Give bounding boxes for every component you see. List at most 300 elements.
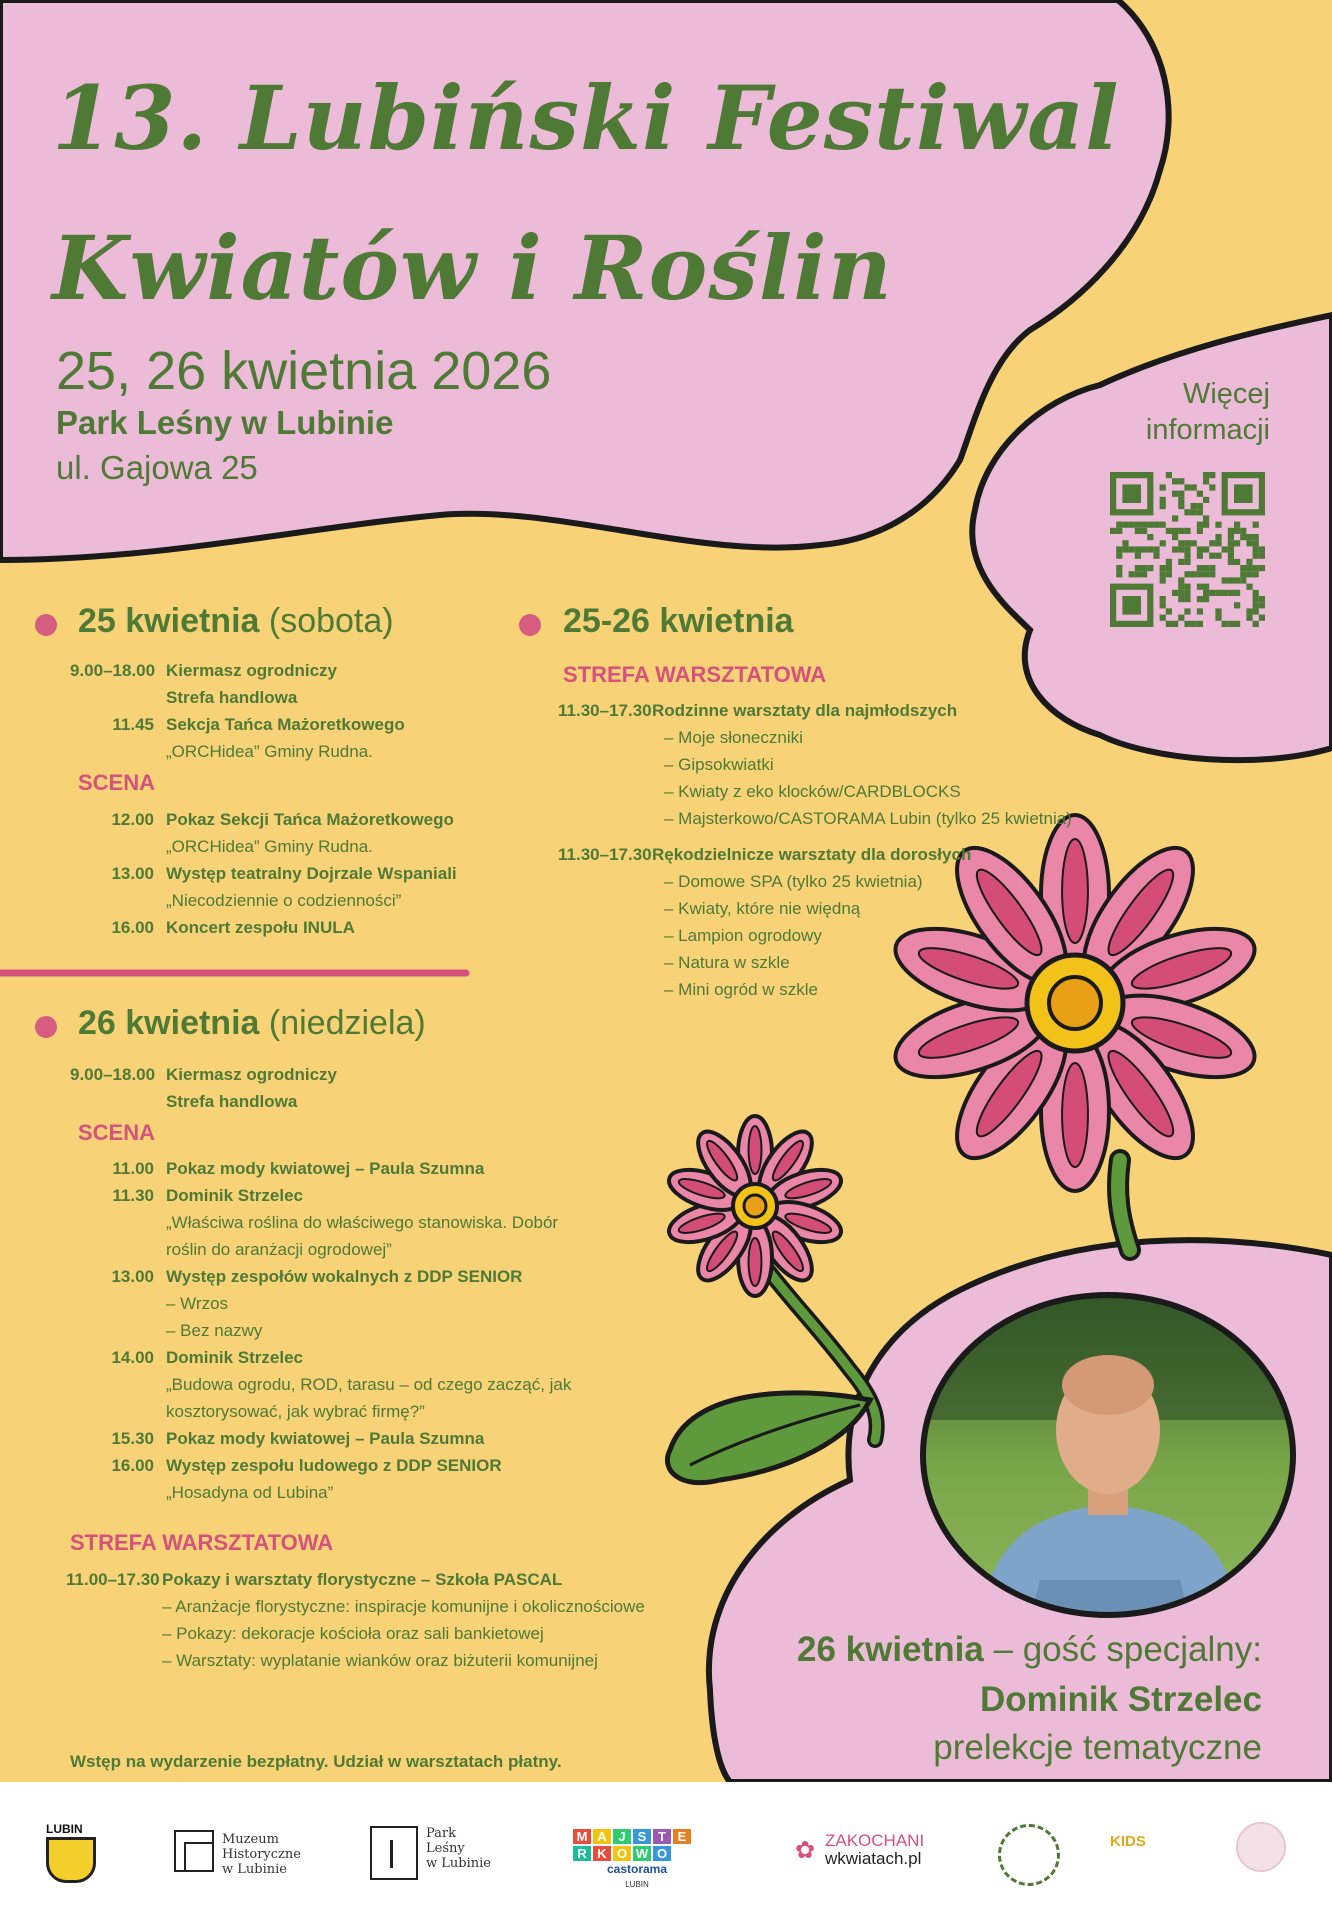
schedule-row [70, 1209, 571, 1236]
qr-module [1116, 571, 1122, 577]
qr-module [1184, 621, 1190, 627]
qr-module [1215, 553, 1221, 559]
qr-module [1215, 522, 1221, 528]
qr-module [1147, 534, 1153, 540]
schedule-time [70, 684, 154, 711]
schedule-row [70, 806, 457, 833]
qr-module [1253, 596, 1259, 602]
majster-letter: S [633, 1829, 651, 1844]
day2-stage-schedule [70, 1155, 571, 1506]
schedule-time [70, 1209, 154, 1236]
qr-module [1172, 621, 1178, 627]
schedule-time: 16.00 [111, 1456, 154, 1475]
qr-module [1253, 565, 1259, 571]
qr-module [1178, 577, 1184, 583]
majster-letter: W [633, 1846, 651, 1861]
qr-module [1197, 608, 1203, 614]
qr-module [1259, 546, 1265, 552]
qr-module [1259, 615, 1265, 621]
schedule-time [70, 1088, 154, 1115]
qr-module [1184, 509, 1190, 515]
schedule-row [70, 1344, 571, 1371]
qr-module [1153, 522, 1159, 528]
qr-module [1160, 602, 1166, 608]
qr-module [1240, 534, 1246, 540]
qr-finder [1234, 484, 1253, 503]
schedule-row [66, 1620, 645, 1647]
qr-module [1203, 522, 1209, 528]
qr-module [1259, 565, 1265, 571]
workshop-item: – Moje słoneczniki [664, 728, 803, 747]
title-line-2: Kwiatów i Roślin [52, 216, 893, 320]
qr-module [1197, 491, 1203, 497]
title-line-1: 13. Lubiński Festiwal [52, 66, 1120, 170]
schedule-time [70, 1479, 154, 1506]
qr-module [1141, 522, 1147, 528]
qr-module [1203, 497, 1209, 503]
workshop-item: – Mini ogród w szkle [664, 980, 819, 999]
qr-module [1160, 565, 1166, 571]
qr-module [1203, 590, 1209, 596]
qr-module [1253, 621, 1259, 627]
workshop-item: – Majsterkowo/CASTORAMA Lubin (tylko 25 kwietnia) [664, 809, 1072, 828]
schedule-row [66, 1647, 645, 1674]
qr-module [1166, 565, 1172, 571]
qr-module [1116, 522, 1122, 528]
schedule-time [70, 833, 154, 860]
schedule-text: Pokazy i warsztaty florystyczne – Szkoła PASCAL [162, 1570, 563, 1589]
qr-module [1209, 590, 1215, 596]
qr-module [1228, 546, 1234, 552]
both-days-heading: 25-26 kwietnia [563, 602, 794, 640]
schedule-row [70, 1398, 571, 1425]
qr-module [1203, 472, 1209, 478]
qr-module [1160, 615, 1166, 621]
qr-module [1215, 615, 1221, 621]
workshop-item: – Kwiaty z eko klocków/CARDBLOCKS [664, 782, 961, 801]
schedule-text: Koncert zespołu INULA [166, 918, 355, 937]
qr-module [1166, 621, 1172, 627]
entry-note: Wstęp na wydarzenie bezpłatny. Udział w warsztatach płatny. [70, 1752, 562, 1771]
qr-module [1184, 484, 1190, 490]
workshop-item: – Natura w szkle [664, 953, 790, 972]
qr-module [1178, 497, 1184, 503]
qr-module [1215, 540, 1221, 546]
qr-module [1178, 503, 1184, 509]
qr-module [1160, 571, 1166, 577]
qr-module [1172, 546, 1178, 552]
day1-stage-label: SCENA [78, 770, 156, 795]
qr-module [1129, 546, 1135, 552]
qr-module [1184, 540, 1190, 546]
schedule-time: 11.00–17.30 [66, 1570, 160, 1589]
qr-module [1184, 608, 1190, 614]
qr-module [1234, 602, 1240, 608]
schedule-text: „ORCHidea” Gminy Rudna. [166, 837, 373, 856]
qr-module [1240, 565, 1246, 571]
schedule-row [70, 738, 405, 765]
qr-module [1160, 484, 1166, 490]
qr-module [1209, 472, 1215, 478]
schedule-text: Kiermasz ogrodniczy [166, 1065, 337, 1084]
qr-module [1253, 534, 1259, 540]
qr-module [1197, 596, 1203, 602]
qr-module [1234, 522, 1240, 528]
qr-module [1197, 584, 1203, 590]
schedule-row [70, 1371, 571, 1398]
bullet-day2 [35, 1016, 57, 1038]
qr-module [1197, 546, 1203, 552]
qr-finder [1122, 596, 1141, 615]
majster-letter: J [613, 1829, 631, 1844]
schedule-text: – Wrzos [166, 1294, 229, 1313]
qr-module [1253, 522, 1259, 528]
qr-module [1166, 472, 1172, 478]
qr-module [1135, 546, 1141, 552]
logo-majsterkowo: M A J S T ER K O W O castorama LUBIN [572, 1828, 702, 1892]
guest-topic: prelekcje tematyczne [933, 1728, 1262, 1767]
day1-heading: 25 kwietnia (sobota) [78, 602, 394, 640]
qr-module [1122, 540, 1128, 546]
qr-module [1240, 528, 1246, 534]
schedule-row [66, 1593, 645, 1620]
qr-module [1209, 540, 1215, 546]
qr-module [1209, 571, 1215, 577]
qr-module [1178, 491, 1184, 497]
qr-module [1184, 553, 1190, 559]
event-dates: 25, 26 kwietnia 2026 [56, 341, 552, 401]
qr-module [1197, 528, 1203, 534]
schedule-time [70, 887, 154, 914]
schedule-row [70, 1452, 571, 1479]
qr-module [1228, 577, 1234, 583]
qr-module [1234, 559, 1240, 565]
schedule-time: 13.00 [111, 864, 154, 883]
logo-avatar [1236, 1822, 1286, 1872]
schedule-row [70, 657, 405, 684]
qr-module [1141, 571, 1147, 577]
leaf [667, 1393, 870, 1483]
qr-module [1209, 553, 1215, 559]
qr-module [1234, 540, 1240, 546]
majster-letter: O [613, 1846, 631, 1861]
qr-module [1234, 621, 1240, 627]
qr-module [1141, 565, 1147, 571]
qr-module [1234, 590, 1240, 596]
majster-letter: R [573, 1846, 591, 1861]
schedule-time [66, 1620, 150, 1647]
qr-module [1203, 571, 1209, 577]
qr-module [1191, 484, 1197, 490]
schedule-row [70, 833, 457, 860]
qr-module [1228, 534, 1234, 540]
qr-module [1215, 534, 1221, 540]
qr-module [1228, 553, 1234, 559]
schedule-row [70, 1317, 571, 1344]
adult-workshops [558, 841, 971, 1003]
schedule-text: Dominik Strzelec [166, 1348, 303, 1367]
qr-module [1253, 546, 1259, 552]
workshop-item: – Kwiaty, które nie więdną [664, 899, 861, 918]
qr-module [1203, 565, 1209, 571]
qr-module [1135, 528, 1141, 534]
qr-module [1116, 528, 1122, 534]
qr-label: Więcej informacji [1145, 378, 1270, 446]
qr-module [1246, 540, 1252, 546]
qr-module [1135, 571, 1141, 577]
qr-module [1141, 546, 1147, 552]
qr-module [1228, 590, 1234, 596]
logo-wreath [998, 1824, 1060, 1886]
workshop-item: – Lampion ogrodowy [664, 926, 822, 945]
both-days-zone-label: STREFA WARSZTATOWA [563, 662, 827, 687]
qr-module [1191, 503, 1197, 509]
schedule-time [66, 1647, 150, 1674]
qr-module [1135, 553, 1141, 559]
qr-module [1197, 565, 1203, 571]
qr-module [1209, 565, 1215, 571]
qr-module [1153, 546, 1159, 552]
schedule-row [70, 1290, 571, 1317]
qr-module [1197, 621, 1203, 627]
logo-kids: KIDS [1110, 1833, 1146, 1850]
bullet-day1 [35, 614, 57, 636]
qr-module [1253, 608, 1259, 614]
qr-module [1122, 522, 1128, 528]
qr-module [1147, 546, 1153, 552]
qr-module [1166, 571, 1172, 577]
qr-module [1234, 577, 1240, 583]
qr-module [1184, 546, 1190, 552]
qr-module [1172, 515, 1178, 521]
street-address: ul. Gajowa 25 [56, 449, 258, 486]
small-flower [664, 1116, 846, 1296]
schedule-time: 13.00 [111, 1267, 154, 1286]
qr-module [1116, 565, 1122, 571]
qr-module [1234, 528, 1240, 534]
guest-intro: 26 kwietnia – gość specjalny: [797, 1630, 1262, 1669]
qr-module [1129, 571, 1135, 577]
qr-module [1116, 553, 1122, 559]
qr-module [1110, 528, 1116, 534]
majster-letter: K [593, 1846, 611, 1861]
schedule-row [70, 711, 405, 738]
qr-finder [1122, 484, 1141, 503]
schedule-time [70, 1398, 154, 1425]
qr-module [1246, 559, 1252, 565]
schedule-text: „Hosadyna od Lubina” [166, 1483, 334, 1502]
qr-module [1215, 608, 1221, 614]
schedule-time: 16.00 [111, 918, 154, 937]
qr-module [1222, 621, 1228, 627]
kids-workshops [558, 697, 1072, 832]
schedule-text: Pokaz Sekcji Tańca Mażoretkowego [166, 810, 454, 829]
schedule-text: Pokaz mody kwiatowej – Paula Szumna [166, 1159, 485, 1178]
schedule-text: – Bez nazwy [166, 1321, 263, 1340]
qr-module [1178, 615, 1184, 621]
qr-module [1246, 565, 1252, 571]
qr-module [1172, 590, 1178, 596]
schedule-time: 11.00 [112, 1159, 154, 1178]
qr-module [1129, 522, 1135, 528]
majster-letter: T [653, 1829, 671, 1844]
qr-module [1184, 559, 1190, 565]
qr-module [1172, 491, 1178, 497]
qr-module [1178, 540, 1184, 546]
qr-module [1184, 584, 1190, 590]
schedule-time [66, 1593, 150, 1620]
flower-icon: ✿ [795, 1836, 816, 1864]
schedule-text: „ORCHidea” Gminy Rudna. [166, 742, 373, 761]
qr-module [1197, 571, 1203, 577]
adult-workshops-title: 11.30–17.30 Rękodzielnicze warsztaty dla dorosłych [558, 845, 972, 864]
schedule-row [70, 1088, 337, 1115]
qr-module [1178, 478, 1184, 484]
qr-module [1197, 553, 1203, 559]
qr-module [1153, 553, 1159, 559]
qr-module [1172, 534, 1178, 540]
schedule-text: Strefa handlowa [166, 1092, 298, 1111]
day1-stage-schedule [70, 806, 457, 941]
schedule-row [70, 1182, 571, 1209]
schedule-time [70, 1317, 154, 1344]
workshop-item: – Domowe SPA (tylko 25 kwietnia) [664, 872, 923, 891]
qr-module [1246, 615, 1252, 621]
qr-module [1116, 546, 1122, 552]
qr-module [1203, 596, 1209, 602]
qr-module [1166, 559, 1172, 565]
qr-module [1135, 522, 1141, 528]
qr-module [1259, 602, 1265, 608]
qr-module [1160, 596, 1166, 602]
schedule-time: 9.00–18.00 [70, 1065, 156, 1084]
qr-module [1246, 584, 1252, 590]
qr-module [1240, 571, 1246, 577]
schedule-text: Występ zespołów wokalnych z DDP SENIOR [166, 1267, 523, 1286]
qr-module [1203, 515, 1209, 521]
qr-module [1178, 559, 1184, 565]
qr-module [1253, 602, 1259, 608]
day2-workshop-schedule [66, 1566, 645, 1674]
qr-module [1215, 590, 1221, 596]
qr-module [1259, 596, 1265, 602]
qr-module [1246, 571, 1252, 577]
schedule-text: Sekcja Tańca Mażoretkowego [166, 715, 405, 734]
schedule-text: Kiermasz ogrodniczy [166, 661, 337, 680]
qr-module [1191, 540, 1197, 546]
qr-module [1147, 522, 1153, 528]
qr-module [1160, 503, 1166, 509]
qr-module [1160, 540, 1166, 546]
schedule-time: 11.30 [112, 1186, 154, 1205]
schedule-time [70, 738, 154, 765]
qr-module [1222, 577, 1228, 583]
qr-module [1197, 509, 1203, 515]
qr-module [1228, 621, 1234, 627]
majster-letter: E [673, 1829, 691, 1844]
day2-heading: 26 kwietnia (niedziela) [78, 1004, 426, 1042]
schedule-time: 11.45 [112, 715, 154, 734]
schedule-time [70, 1290, 154, 1317]
qr-module [1160, 497, 1166, 503]
qr-module [1184, 596, 1190, 602]
qr-module [1122, 546, 1128, 552]
qr-module [1178, 546, 1184, 552]
qr-module [1160, 522, 1166, 528]
majster-letter: M [573, 1829, 591, 1844]
schedule-time: 9.00–18.00 [70, 661, 156, 680]
qr-module [1222, 590, 1228, 596]
qr-module [1228, 528, 1234, 534]
qr-module [1197, 522, 1203, 528]
qr-module [1184, 571, 1190, 577]
qr-module [1246, 608, 1252, 614]
qr-module [1178, 528, 1184, 534]
bullet-both-days [519, 614, 541, 636]
schedule-row [70, 1479, 571, 1506]
qr-module [1203, 478, 1209, 484]
schedule-row [70, 684, 405, 711]
qr-module [1253, 540, 1259, 546]
qr-module [1147, 565, 1153, 571]
qr-module [1184, 590, 1190, 596]
qr-module [1228, 540, 1234, 546]
qr-module [1166, 528, 1172, 534]
workshop-item: – Gipsokwiatki [664, 755, 774, 774]
schedule-row [70, 1425, 571, 1452]
schedule-text: Występ zespołu ludowego z DDP SENIOR [166, 1456, 502, 1475]
schedule-row [70, 1061, 337, 1088]
schedule-time: 12.00 [111, 810, 154, 829]
schedule-text: roślin do aranżacji ogrodowej” [166, 1240, 392, 1259]
venue: Park Leśny w Lubinie [56, 404, 394, 441]
qr-module [1253, 571, 1259, 577]
schedule-text: – Warsztaty: wyplatanie wianków oraz biżuterii komunijnej [162, 1651, 598, 1670]
qr-module [1203, 584, 1209, 590]
qr-module [1135, 565, 1141, 571]
logo-lubin: LUBIN [46, 1822, 96, 1883]
qr-module [1141, 528, 1147, 534]
qr-module [1209, 484, 1215, 490]
schedule-time [70, 1371, 154, 1398]
schedule-time [70, 1236, 154, 1263]
schedule-row [66, 1566, 645, 1593]
qr-module [1228, 559, 1234, 565]
qr-module [1178, 596, 1184, 602]
qr-module [1191, 621, 1197, 627]
schedule-text: – Pokazy: dekoracje kościoła oraz sali bankietowej [162, 1624, 544, 1643]
qr-module [1259, 553, 1265, 559]
qr-module [1191, 571, 1197, 577]
qr-module [1184, 528, 1190, 534]
qr-module [1253, 590, 1259, 596]
schedule-text: „Właściwa roślina do właściwego stanowiska. Dobór [166, 1213, 559, 1232]
majster-letter: O [653, 1846, 671, 1861]
qr-module [1160, 577, 1166, 583]
schedule-row [70, 1263, 571, 1290]
sponsor-logos: LUBIN Muzeum Historyczne w Lubinie Park Leśny w Lubinie M A J S T ER K O W O castorama LUBIN ✿ ZAKOCHANI wkwiatach.pl KIDS [0, 1782, 1332, 1920]
day2-workshop-label: STREFA WARSZTATOWA [70, 1530, 334, 1555]
majster-letter: A [593, 1829, 611, 1844]
qr-module [1178, 590, 1184, 596]
qr-module [1246, 534, 1252, 540]
qr-module [1172, 528, 1178, 534]
day1-schedule [70, 657, 405, 765]
day2-stage-label: SCENA [78, 1120, 156, 1145]
schedule-text: – Aranżacje florystyczne: inspiracje komunijne i okolicznościowe [162, 1597, 645, 1616]
qr-module [1178, 584, 1184, 590]
qr-module [1191, 509, 1197, 515]
